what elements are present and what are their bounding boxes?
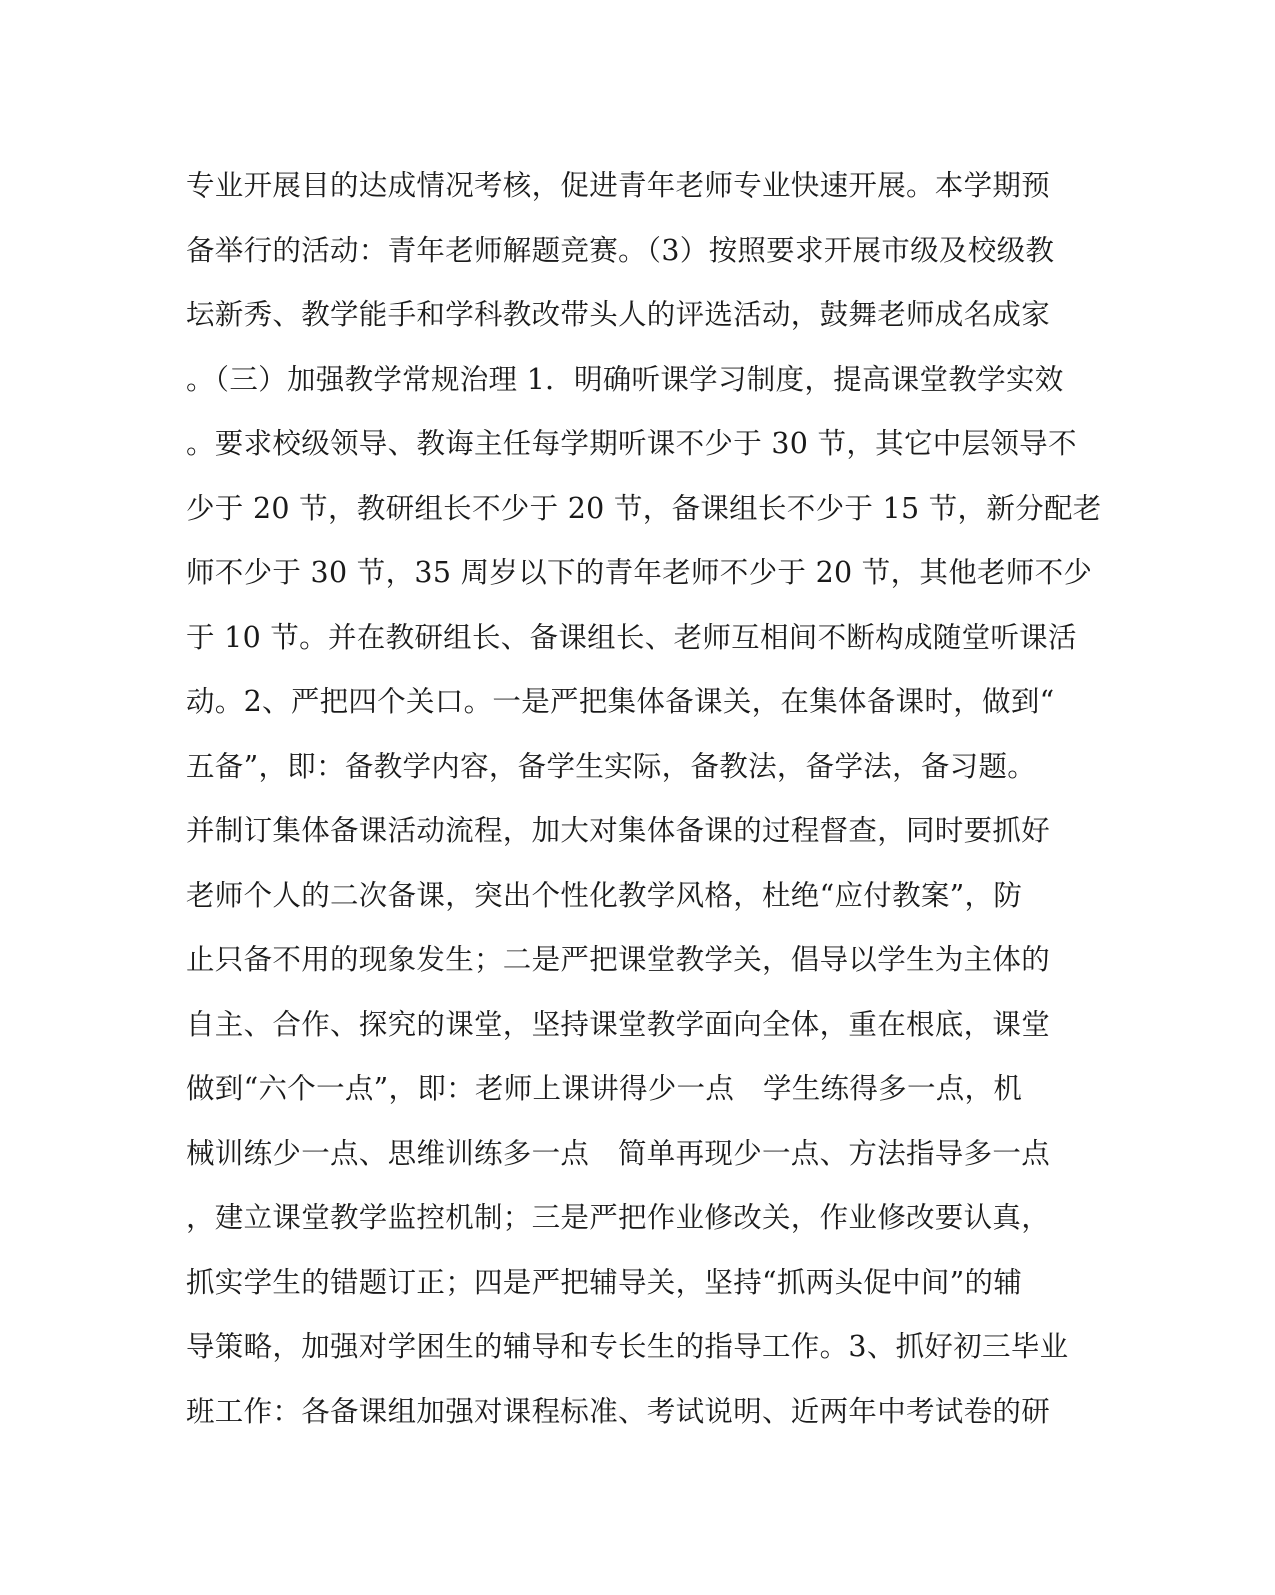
text-line: 自主、合作、探究的课堂，坚持课堂教学面向全体，重在根底，课堂 [186,1007,1051,1041]
text-line: 少于 20 节，教研组长不少于 20 节，备课组长不少于 15 节，新分配老 [186,491,1102,525]
text-line: 老师个人的二次备课，突出个性化教学风格，杜绝“应付教案”，防 [186,878,1023,912]
text-line: 抓实学生的错题订正；四是严把辅导关，坚持“抓两头促中间”的辅 [186,1265,1023,1299]
body-text [186,154,1102,1444]
text-line: 师不少于 30 节，35 周岁以下的青年老师不少于 20 节，其他老师不少 [186,556,1093,589]
text-line: 动。2、严把四个关口。一是严把集体备课关，在集体备课时，做到“ [186,685,1055,718]
text-line: ，建立课堂教学监控机制；三是严把作业修改关，作业修改要认真， [186,1201,1051,1234]
text-line: 专业开展目的达成情况考核，促进青年老师专业快速开展。本学期预 [186,169,1051,202]
text-line: 并制订集体备课活动流程，加大对集体备课的过程督查，同时要抓好 [186,814,1051,847]
text-line: 导策略，加强对学困生的辅导和专长生的指导工作。3、抓好初三毕业 [186,1330,1069,1363]
text-line: 械训练少一点、思维训练多一点 简单再现少一点、方法指导多一点 [186,1136,1051,1170]
text-line: 做到“六个一点”，即：老师上课讲得少一点 学生练得多一点，机 [186,1072,1023,1105]
text-line: 班工作：各备课组加强对课程标准、考试说明、近两年中考试卷的研 [186,1394,1051,1428]
text-line: 止只备不用的现象发生；二是严把课堂教学关，倡导以学生为主体的 [186,943,1051,976]
text-line: 备举行的活动：青年老师解题竞赛。（3）按照要求开展市级及校级教 [186,233,1055,267]
text-line: 于 10 节。并在教研组长、备课组长、老师互相间不断构成随堂听课活 [186,620,1077,654]
text-line: 。要求校级领导、教诲主任每学期听课不少于 30 节，其它中层领导不 [186,427,1077,460]
text-line: 坛新秀、教学能手和学科教改带头人的评选活动，鼓舞老师成名成家 [186,298,1051,331]
text-line: 。（三）加强教学常规治理 1．明确听课学习制度，提高课堂教学实效 [186,362,1064,396]
text-line: 五备”，即：备教学内容，备学生实际，备教法，备学法，备习题。 [186,749,1037,783]
